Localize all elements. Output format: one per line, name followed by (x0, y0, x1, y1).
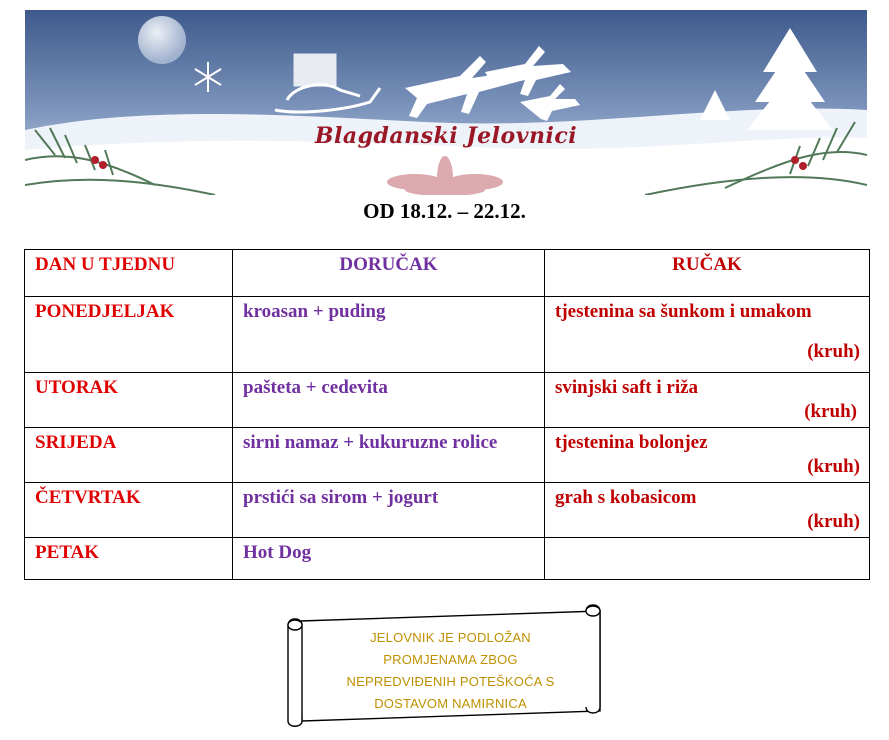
table-row (25, 297, 870, 373)
lunch-side: (kruh) (804, 401, 857, 422)
table-header-row (25, 250, 870, 297)
breakfast-cell: kroasan + puding (233, 297, 545, 373)
lunch-side: (kruh) (807, 341, 860, 362)
table-row (25, 373, 870, 428)
date-range: OD 18.12. – 22.12. (363, 199, 526, 223)
table-row (25, 483, 870, 538)
lunch-dish: tjestenina bolonjez (555, 432, 708, 453)
notice-line: JELOVNIK JE PODLOŽAN (370, 630, 531, 645)
lunch-dish: svinjski saft i riža (555, 377, 699, 398)
lunch-side: (kruh) (807, 511, 860, 532)
notice-scroll (280, 603, 608, 728)
lunch-cell (545, 428, 870, 483)
day-cell: UTORAK (25, 373, 233, 428)
breakfast-cell: prstići sa sirom + jogurt (233, 483, 545, 538)
winter-scene-illustration (25, 10, 867, 195)
table-row (25, 538, 870, 580)
breakfast-cell: sirni namaz + kukuruzne rolice (233, 428, 545, 483)
lunch-side: (kruh) (807, 456, 860, 477)
breakfast-cell: pašteta + cedevita (233, 373, 545, 428)
lunch-cell (545, 297, 870, 373)
day-cell: PETAK (25, 538, 233, 580)
table-row (25, 428, 870, 483)
day-cell: PONEDJELJAK (25, 297, 233, 373)
holiday-banner (25, 10, 867, 195)
day-cell: ČETVRTAK (25, 483, 233, 538)
notice-line: NEPREDVIĐENIH POTEŠKOĆA S (346, 674, 555, 689)
weekly-menu-table (24, 249, 870, 580)
header-day: DAN U TJEDNU (25, 250, 233, 297)
notice-line: DOSTAVOM NAMIRNICA (374, 696, 527, 711)
banner-title: Blagdanski Jelovnici (314, 123, 578, 149)
notice-text (318, 627, 583, 715)
breakfast-cell: Hot Dog (233, 538, 545, 580)
lunch-cell (545, 483, 870, 538)
lunch-dish: tjestenina sa šunkom i umakom (555, 301, 812, 322)
header-lunch: RUČAK (545, 250, 870, 297)
day-cell: SRIJEDA (25, 428, 233, 483)
lunch-cell (545, 373, 870, 428)
lunch-dish: grah s kobasicom (555, 487, 697, 508)
lunch-cell (545, 538, 870, 580)
notice-line: PROMJENAMA ZBOG (383, 652, 518, 667)
header-breakfast: DORUČAK (233, 250, 545, 297)
